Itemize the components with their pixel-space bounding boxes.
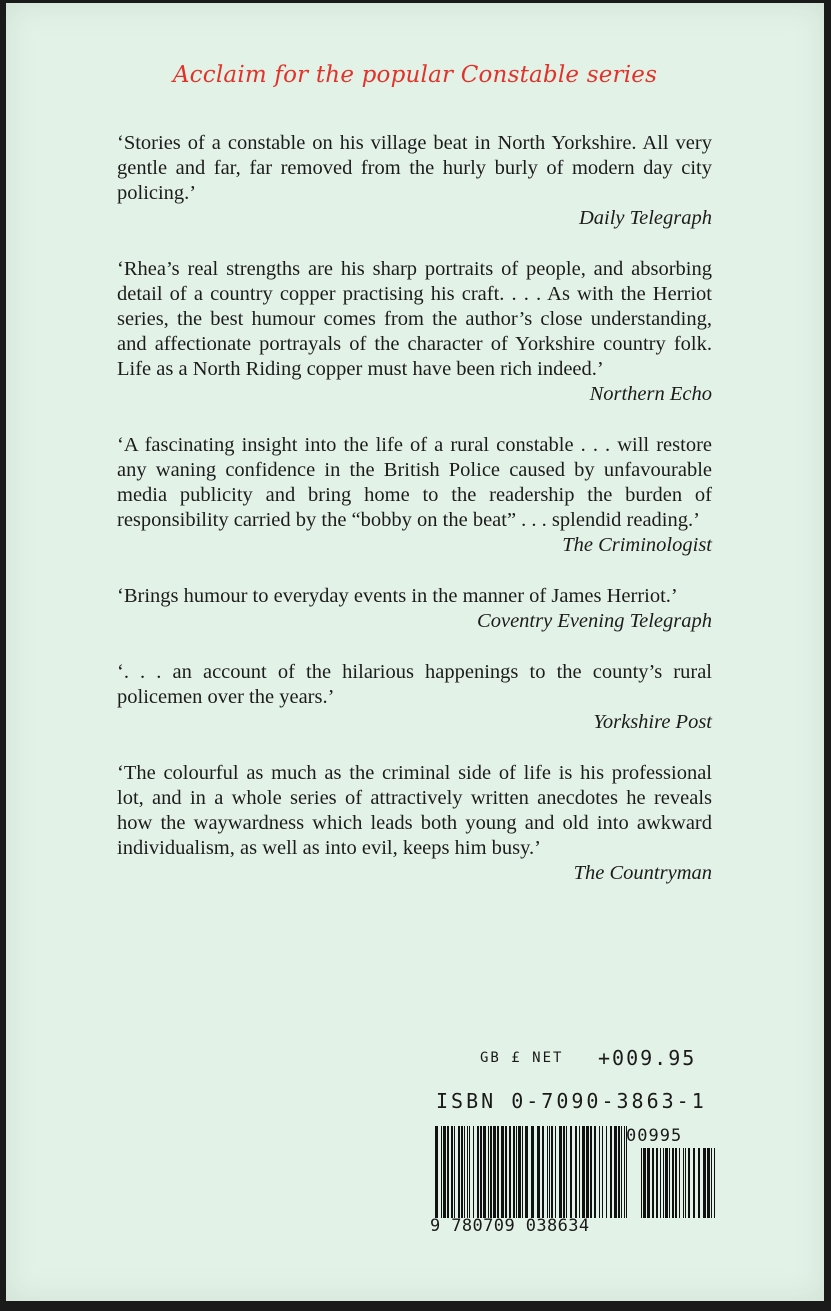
barcode-bar: [707, 1148, 710, 1218]
barcode-bar: [575, 1126, 577, 1218]
barcode-bar: [606, 1126, 607, 1218]
review-quote: ‘Brings humour to everyday events in the manner of James Herriot.’: [117, 585, 678, 607]
barcode-bar: [621, 1126, 622, 1218]
barcode-bar: [579, 1126, 580, 1218]
barcode-bar: [643, 1148, 646, 1218]
barcode-bar: [688, 1148, 690, 1218]
review-item: [117, 433, 712, 558]
review-item: [117, 761, 712, 886]
barcode-bar: [555, 1126, 556, 1218]
barcode-bar: [493, 1126, 496, 1218]
barcode-bar: [698, 1148, 700, 1218]
barcode-bar: [501, 1126, 504, 1218]
barcode-bar: [685, 1148, 686, 1218]
review-source: Northern Echo: [589, 383, 712, 405]
barcode-bar: [469, 1126, 470, 1218]
barcode-bar: [525, 1126, 528, 1218]
barcode-bar: [624, 1126, 625, 1218]
barcode-bar: [483, 1126, 486, 1218]
review-item: [117, 257, 712, 407]
barcode-bar: [683, 1148, 684, 1218]
barcode-bar: [693, 1148, 695, 1218]
barcode-bar: [618, 1126, 620, 1218]
barcode-bar: [563, 1126, 565, 1218]
barcode-bar: [458, 1126, 460, 1218]
barcode: [430, 1126, 720, 1238]
barcode-bar: [656, 1148, 658, 1218]
barcode-bar: [513, 1126, 515, 1218]
barcode-bar: [582, 1126, 585, 1218]
barcode-bar: [610, 1126, 612, 1218]
barcode-bar: [435, 1126, 438, 1218]
barcode-bar: [679, 1148, 680, 1218]
barcode-bar: [518, 1126, 521, 1218]
barcode-bar: [490, 1126, 492, 1218]
acclaim-heading: Acclaim for the popular Constable series: [172, 62, 658, 88]
barcode-bar: [454, 1126, 455, 1218]
review-quote: ‘Stories of a constable on his village beat in North Yorkshire. All very gentle and far, far removed from the hurly burly of modern day city policing.’: [117, 132, 712, 204]
barcode-bar: [652, 1148, 654, 1218]
barcode-bar: [537, 1126, 540, 1218]
addon-barcode-digits: 00995: [626, 1126, 683, 1146]
barcode-bar: [663, 1148, 664, 1218]
ean-barcode-bars: [434, 1126, 630, 1218]
review-item: [117, 584, 712, 634]
barcode-bar: [675, 1148, 677, 1218]
price-value: +009.95: [598, 1046, 697, 1070]
review-source: Daily Telegraph: [578, 207, 712, 229]
barcode-bar: [461, 1126, 463, 1218]
review-quote: ‘Rhea’s real strengths are his sharp portraits of people, and absorbing detail of a country copper practising his craft. . . . As with the Herriot series, the best humour comes from the author’s close understanding, and affectionate portrayals of the character of Yorkshire country folk. Life as a North Riding copper must have been rich indeed.’: [117, 258, 712, 380]
barcode-bar: [549, 1126, 550, 1218]
barcode-bar: [522, 1126, 523, 1218]
review-quote: ‘A fascinating insight into the life of a rural constable . . . will restore any waning confidence in the British Police caused by unfavourable media publicity and bring home to the readership the burden of responsibility carried by the “bobby on the beat” . . . splendid reading.’: [117, 434, 712, 531]
barcode-bar: [703, 1148, 706, 1218]
barcode-bar: [559, 1126, 562, 1218]
barcode-bar: [497, 1126, 499, 1218]
barcode-bar: [665, 1148, 668, 1218]
barcode-bar: [509, 1126, 511, 1218]
barcode-bar: [566, 1126, 567, 1218]
barcode-bar: [590, 1126, 592, 1218]
barcode-bar: [599, 1126, 600, 1218]
barcode-bar: [516, 1126, 517, 1218]
review-source: Coventry Evening Telegraph: [477, 610, 712, 632]
isbn-text: ISBN 0-7090-3863-1: [436, 1089, 707, 1113]
barcode-bar: [570, 1126, 572, 1218]
book-back-cover: [6, 3, 824, 1301]
review-list: [117, 131, 712, 912]
barcode-bar: [441, 1126, 442, 1218]
barcode-bar: [594, 1126, 596, 1218]
review-item: [117, 660, 712, 735]
addon-barcode-bars: [640, 1148, 718, 1218]
barcode-bar: [714, 1148, 715, 1218]
barcode-bar: [614, 1126, 617, 1218]
ean-barcode-digits: 9 780709 038634: [430, 1216, 590, 1236]
barcode-bar: [551, 1126, 553, 1218]
barcode-bar: [641, 1148, 642, 1218]
barcode-bar: [473, 1126, 474, 1218]
review-source: The Countryman: [573, 862, 712, 884]
barcode-bar: [467, 1126, 468, 1218]
barcode-bar: [531, 1126, 534, 1218]
barcode-bar: [672, 1148, 674, 1218]
barcode-bar: [586, 1126, 589, 1218]
barcode-bar: [505, 1126, 507, 1218]
barcode-bar: [711, 1148, 712, 1218]
review-source: Yorkshire Post: [593, 711, 712, 733]
barcode-bar: [451, 1126, 453, 1218]
review-item: [117, 131, 712, 231]
barcode-bar: [480, 1126, 482, 1218]
barcode-bar: [602, 1126, 603, 1218]
price-label: GB £ NET: [480, 1050, 564, 1066]
review-source: The Criminologist: [562, 534, 712, 556]
review-quote: ‘The colourful as much as the criminal side of life is his professional lot, and in a whole series of attractively written anecdotes he reveals how the waywardness which leads both young and old into awkward individualism, as well as into evil, keeps him busy.’: [117, 762, 712, 859]
barcode-bar: [447, 1126, 449, 1218]
barcode-bar: [464, 1126, 465, 1218]
barcode-bar: [660, 1148, 661, 1218]
barcode-bar: [669, 1148, 670, 1218]
barcode-bar: [542, 1126, 544, 1218]
barcode-bar: [477, 1126, 479, 1218]
review-quote: ‘. . . an account of the hilarious happenings to the county’s rural policemen over the years.’: [117, 661, 712, 708]
barcode-bar: [647, 1148, 650, 1218]
barcode-bar: [443, 1126, 446, 1218]
barcode-bar: [547, 1126, 548, 1218]
barcode-bar: [488, 1126, 489, 1218]
